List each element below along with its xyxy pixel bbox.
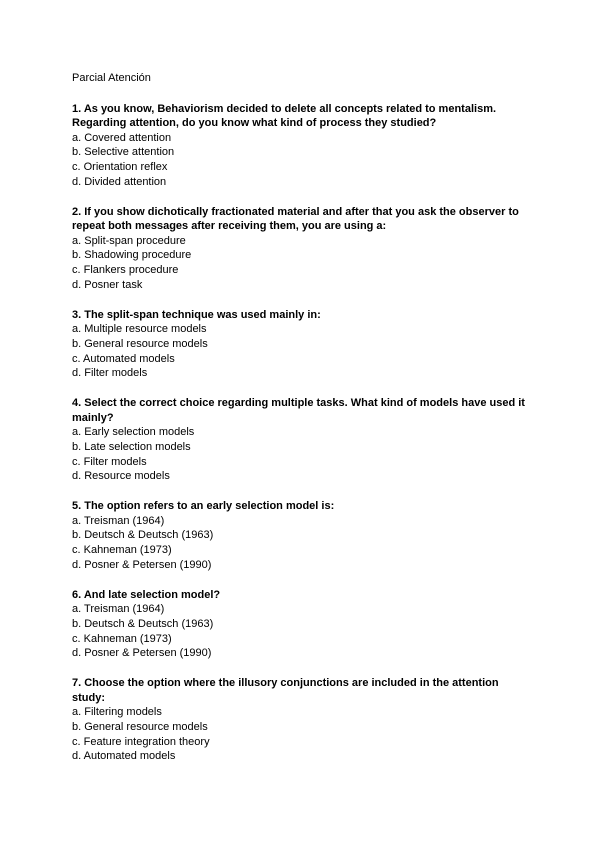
option-list [72,705,532,763]
option-d: d. Posner & Petersen (1990) [72,558,212,571]
option-a: a. Split-span procedure [72,234,186,247]
document-title: Parcial Atención [72,72,151,84]
option-b: b. Shadowing procedure [72,249,192,262]
question-text: 2. If you show dichotically fractionated material and after that you ask the observer to repeat both messages after receiving them, you are using a: [72,205,519,233]
question-text: 4. Select the correct choice regarding multiple tasks. What kind of models have used it mainly? [72,397,525,424]
option-a: a. Early selection models [72,426,195,439]
option-c: c. Flankers procedure [72,264,179,277]
document-page [72,71,532,779]
option-list [72,425,532,483]
option-c: c. Filter models [72,455,147,468]
option-a: a. Covered attention [72,131,172,144]
question-text: 5. The option refers to an early selection model is: [72,500,335,513]
question-3 [72,308,532,381]
option-d: d. Automated models [72,750,176,763]
question-2 [72,205,532,293]
option-c: c. Orientation reflex [72,160,168,173]
option-list [72,131,532,189]
option-b: b. General resource models [72,720,208,733]
question-7 [72,676,532,764]
option-a: a. Filtering models [72,706,162,719]
option-d: d. Filter models [72,367,148,380]
question-text: 3. The split-span technique was used mainly in: [72,308,321,321]
option-c: c. Kahneman (1973) [72,632,172,645]
question-text: 6. And late selection model? [72,588,221,601]
question-6 [72,588,532,661]
option-d: d. Divided attention [72,175,167,188]
option-list [72,514,532,572]
option-a: a. Treisman (1964) [72,514,165,527]
question-4 [72,396,532,484]
option-b: b. General resource models [72,337,208,350]
option-c: c. Feature integration theory [72,735,210,748]
option-d: d. Posner task [72,278,143,291]
option-d: d. Resource models [72,470,170,483]
question-text: 1. As you know, Behaviorism decided to delete all concepts related to mentalism. Regarding attention, do you know what kind of process they studied? [72,102,497,130]
option-b: b. Late selection models [72,440,191,453]
option-c: c. Automated models [72,352,175,365]
option-a: a. Multiple resource models [72,323,207,336]
option-b: b. Deutsch & Deutsch (1963) [72,617,214,630]
option-a: a. Treisman (1964) [72,603,165,616]
question-5 [72,499,532,572]
option-list [72,322,532,380]
option-list [72,234,532,292]
option-c: c. Kahneman (1973) [72,544,172,557]
option-b: b. Deutsch & Deutsch (1963) [72,529,214,542]
question-1 [72,102,532,190]
option-d: d. Posner & Petersen (1990) [72,647,212,660]
question-text: 7. Choose the option where the illusory conjunctions are included in the attention study: [72,677,499,704]
option-list [72,602,532,660]
option-b: b. Selective attention [72,146,175,159]
